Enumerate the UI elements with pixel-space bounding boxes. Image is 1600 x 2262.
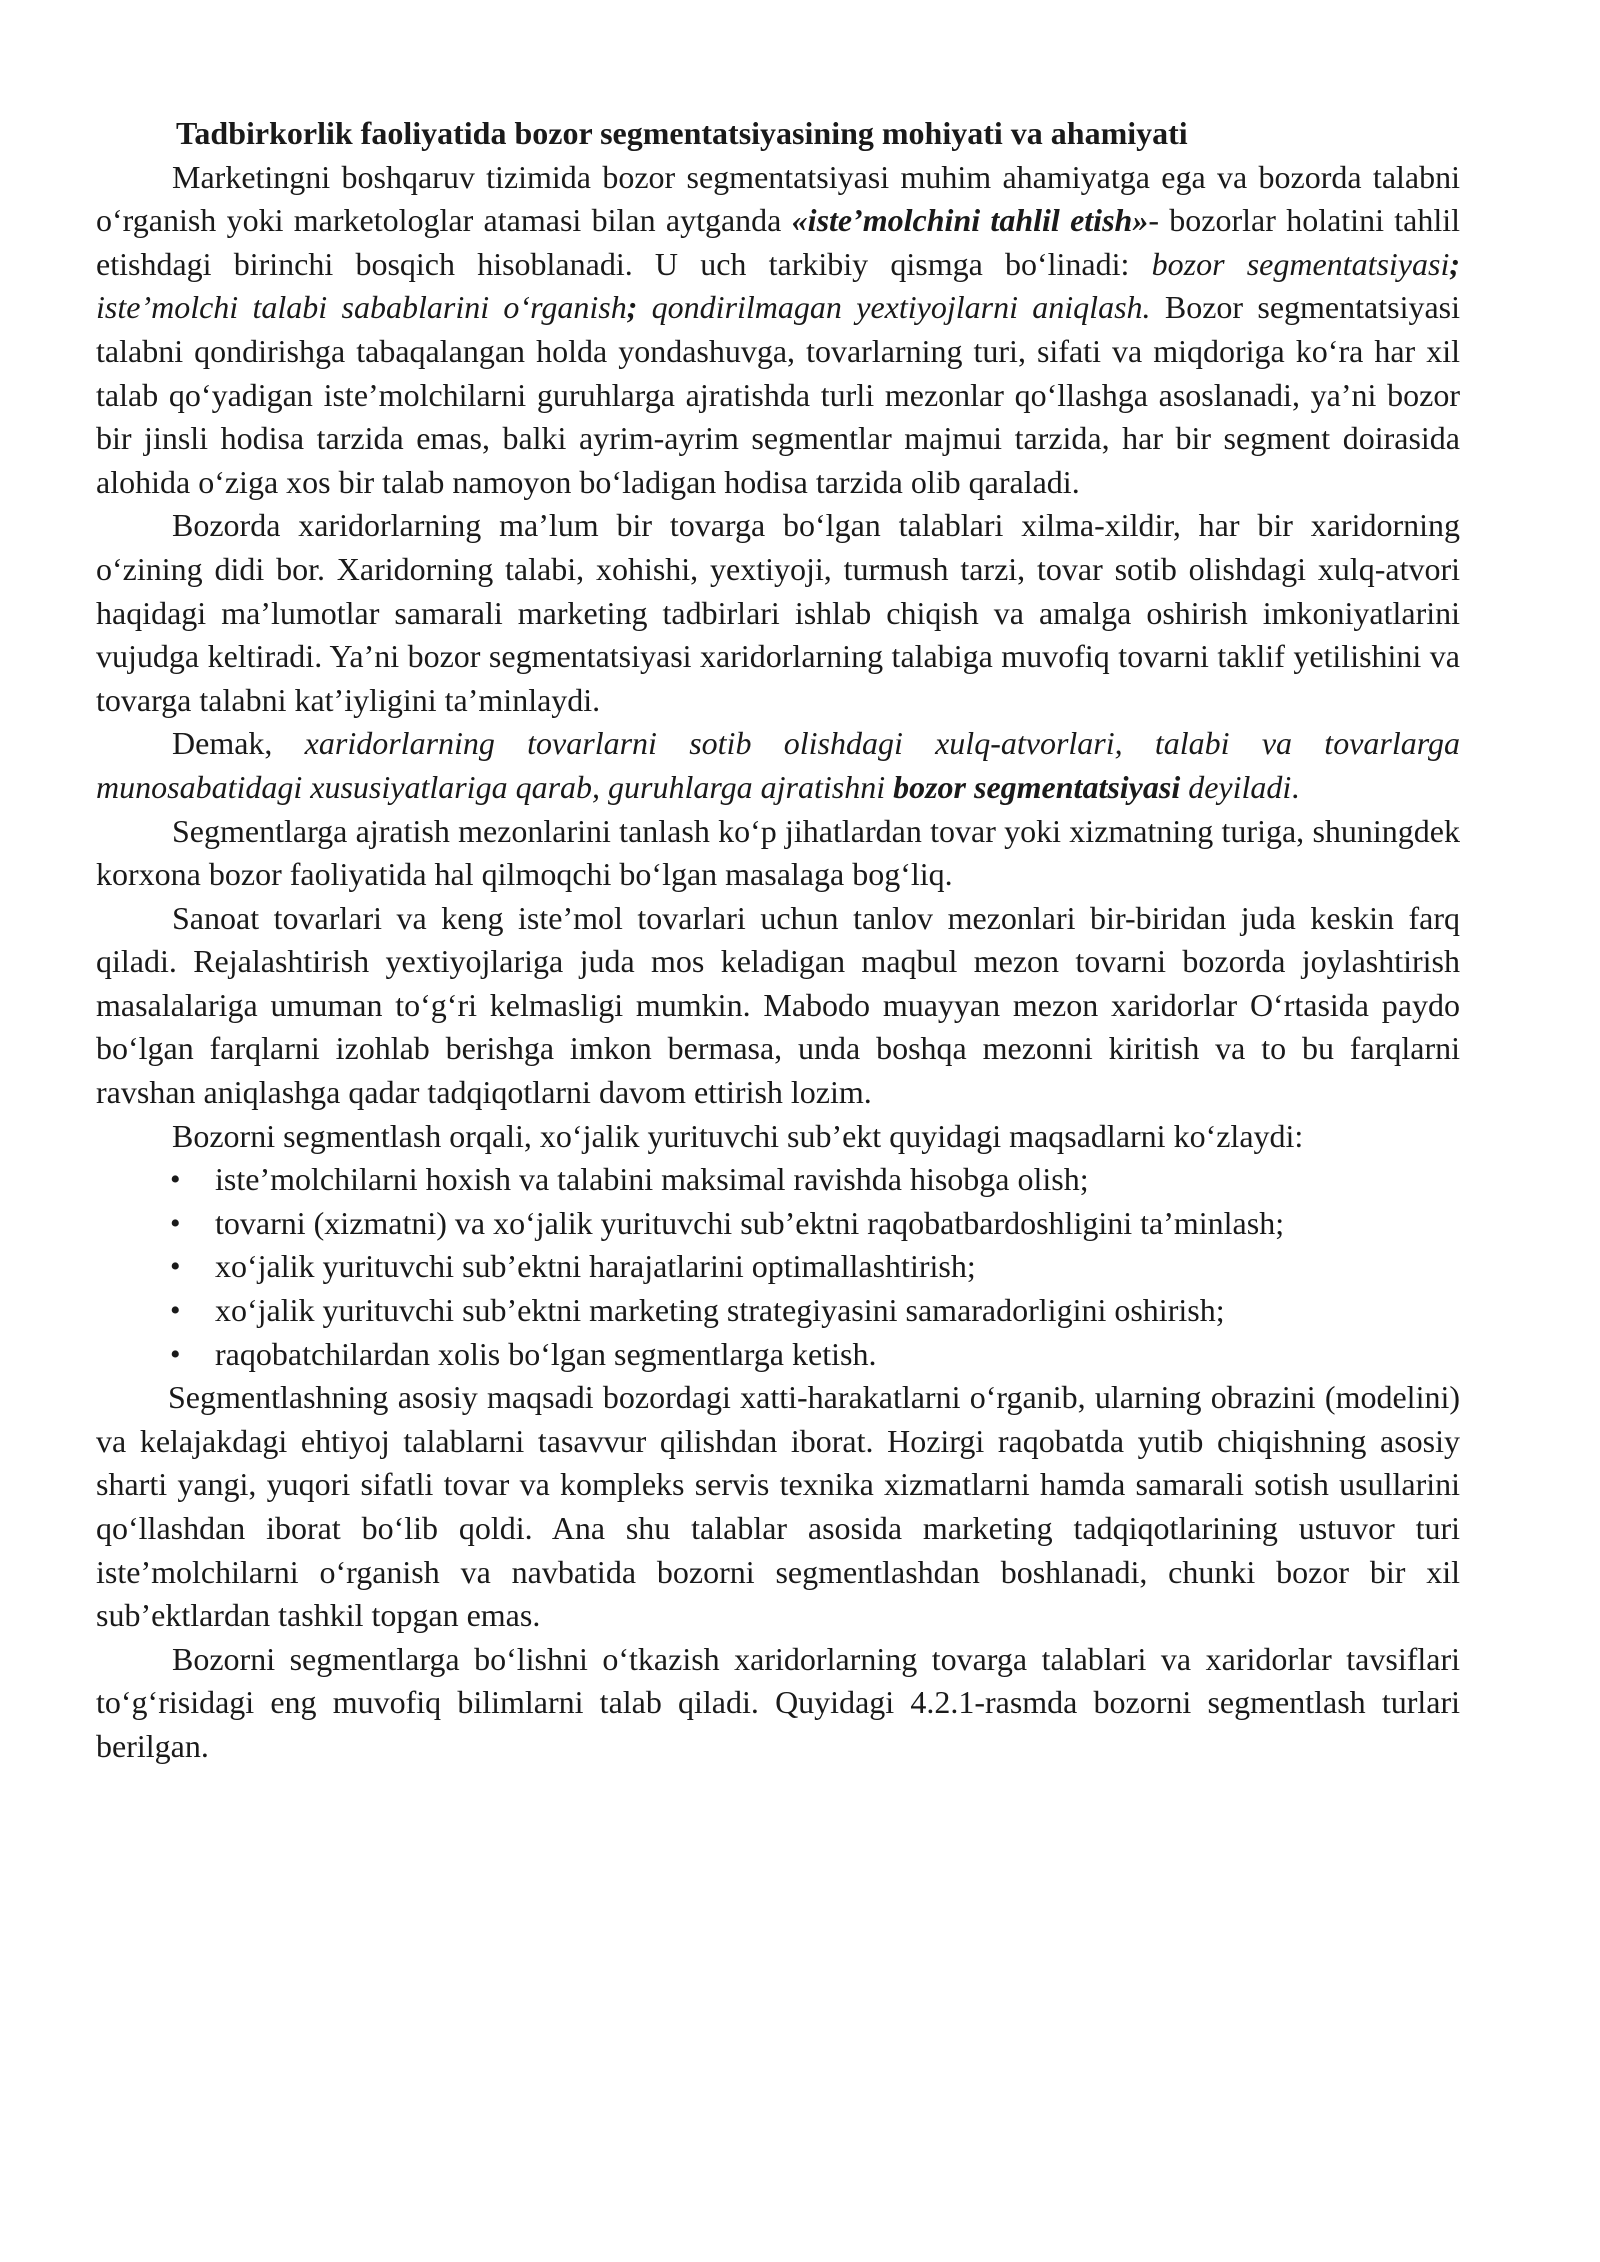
p1-term-consumer-analysis: «iste’molchini tahlil etish»	[791, 202, 1149, 239]
p3-definition-end: deyiladi	[1180, 768, 1292, 805]
paragraph-2: Bozorda xaridorlarning ma’lum bir tovarga bo‘lgan talablari xilma-xildir, har bir xaridorning o‘zining didi bor. Xaridorning talabi, xohishi, yextiyoji, turmush tarzi, tovar sotib olishdagi xulq-atvori haqidagi ma’lumotlar samarali marketing tadbirlari ishlab chiqish va amalga oshirish imkoniyatlarini vujudga keltiradi. Ya’ni bozor segmentatsiyasi xaridorlarning talabiga muvofiq tovarni taklif yetilishini va tovarga talabni kat’iyligini ta’minlaydi.	[96, 507, 1460, 718]
bullet-icon: •	[170, 1250, 181, 1284]
list-item	[96, 1245, 1460, 1289]
bullet-icon: •	[170, 1294, 181, 1328]
p1-part-1: bozor segmentatsiyasi	[1151, 245, 1450, 282]
paragraph-3-definition	[96, 722, 1460, 809]
list-item-text: xo‘jalik yurituvchi sub’ektni harajatlarini optimallashtirish;	[215, 1248, 976, 1285]
list-item-text: tovarni (xizmatni) va xo‘jalik yurituvchi sub’ektni raqobatbardoshligini ta’minlash;	[215, 1204, 1285, 1241]
p1-semicolon-2: ;	[626, 289, 638, 326]
list-item	[96, 1289, 1460, 1333]
paragraph-1	[96, 156, 1460, 505]
p3-text-a: Demak,	[172, 725, 305, 762]
p3-period: .	[1291, 768, 1300, 805]
p3-definition-italic: xaridorlarning tovarlarni sotib olishdagi xulq-atvorlari, talabi va tovarlarga munosabatidagi xususiyatlariga qarab, guruhlarga ajratishni	[96, 725, 1461, 805]
paragraph-5: Sanoat tovarlari va keng iste’mol tovarlari uchun tanlov mezonlari bir-biridan juda keskin farq qiladi. Rejalashtirish yextiyojlariga juda mos keladigan maqbul mezon tovarni bozorda joylashtirish masalalariga umuman to‘g‘ri kelmasligi mumkin. Mabodo muayyan mezon xaridorlar O‘rtasida paydo bo‘lgan farqlarni izohlab berishga imkon bermasa, unda boshqa mezonni kiritish va to bu farqlarni ravshan aniqlashga qadar tadqiqotlarni davom ettirish lozim.	[96, 899, 1460, 1111]
bullet-icon: •	[170, 1337, 181, 1371]
bullet-icon: •	[170, 1206, 181, 1240]
p1-part-2: iste’molchi talabi sabablarini o‘rganish	[96, 289, 627, 326]
document-page	[96, 112, 1460, 1769]
paragraph-4: Segmentlarga ajratish mezonlarini tanlash ko‘p jihatlardan tovar yoki xizmatning turiga, shuningdek korxona bozor faoliyatida hal qilmoqchi bo‘lgan masalaga bog‘liq.	[96, 812, 1460, 893]
p1-text-c: - bozorlar holatini tahlil etishdagi birinchi bosqich hisoblanadi. U uch tarkibiy qismga bo‘linadi:	[96, 202, 1461, 282]
p3-term-bold: bozor segmentatsiyasi	[893, 768, 1181, 805]
list-item-text: xo‘jalik yurituvchi sub’ektni marketing strategiyasini samaradorligini oshirish;	[215, 1292, 1225, 1329]
paragraph-6: Bozorni segmentlash orqali, xo‘jalik yurituvchi sub’ekt quyidagi maqsadlarni ko‘zlaydi:	[172, 1117, 1304, 1154]
p1-text-i: Bozor segmentatsiyasi talabni qondirishga tabaqalangan holda yondashuvga, tovarlarning turi, sifati va miqdoriga ko‘ra har xil talab qo‘yadigan iste’molchilarni guruhlarga ajratishda turli mezonlar qo‘llashga asoslanadi, ya’ni bozor bir jinsli hodisa tarzida emas, balki ayrim-ayrim segmentlar majmui tarzida, har bir segment doirasida alohida o‘ziga xos bir talab namoyon bo‘ladigan hodisa tarzida olib qaraladi.	[96, 289, 1460, 500]
paragraph-7: Segmentlashning asosiy maqsadi bozordagi xatti-harakatlarni o‘rganib, ularning obrazini (modelini) va kelajakdagi ehtiyoj talablarni tasavvur qilishdan iborat. Hozirgi raqobatda yutib chiqishning asosiy sharti yangi, yuqori sifatli tovar va kompleks servis texnika xizmatlarni hamda samarali sotish usullarini qo‘llashdan iborat bo‘lib qoldi. Ana shu talablar asosida marketing tadqiqotlarining ustuvor turi iste’molchilarni o‘rganish va navbatida bozorni segmentlashdan boshlanadi, chunki bozor bir xil sub’ektlardan tashkil topgan emas.	[96, 1379, 1460, 1634]
bullet-icon: •	[170, 1163, 181, 1197]
list-item-text: raqobatchilardan xolis bo‘lgan segmentlarga ketish.	[215, 1335, 877, 1372]
goals-list	[96, 1158, 1460, 1376]
p1-part-3: qondirilmagan yextiyojlarni aniqlash.	[637, 289, 1151, 326]
list-item	[96, 1202, 1460, 1246]
list-item	[96, 1158, 1460, 1202]
list-item-text: iste’molchilarni hoxish va talabini maksimal ravishda hisobga olish;	[215, 1161, 1089, 1198]
list-item	[96, 1333, 1460, 1377]
p1-text-a: Marketingni boshqaruv tizimida bozor segmentatsiyasi muhim ahamiyatga ega va bozorda talabni o‘rganish yoki marketologlar atamasi bilan aytganda	[96, 158, 1460, 239]
document-title: Tadbirkorlik faoliyatida bozor segmentatsiyasining mohiyati va ahamiyati	[176, 115, 1188, 151]
paragraph-8: Bozorni segmentlarga bo‘lishni o‘tkazish xaridorlarning tovarga talablari va xaridorlar tavsiflari to‘g‘risidagi eng muvofiq bilimlarni talab qiladi. Quyidagi 4.2.1-rasmda bozorni segmentlash turlari berilgan.	[96, 1640, 1460, 1764]
p1-semicolon-1: ;	[1449, 245, 1461, 282]
